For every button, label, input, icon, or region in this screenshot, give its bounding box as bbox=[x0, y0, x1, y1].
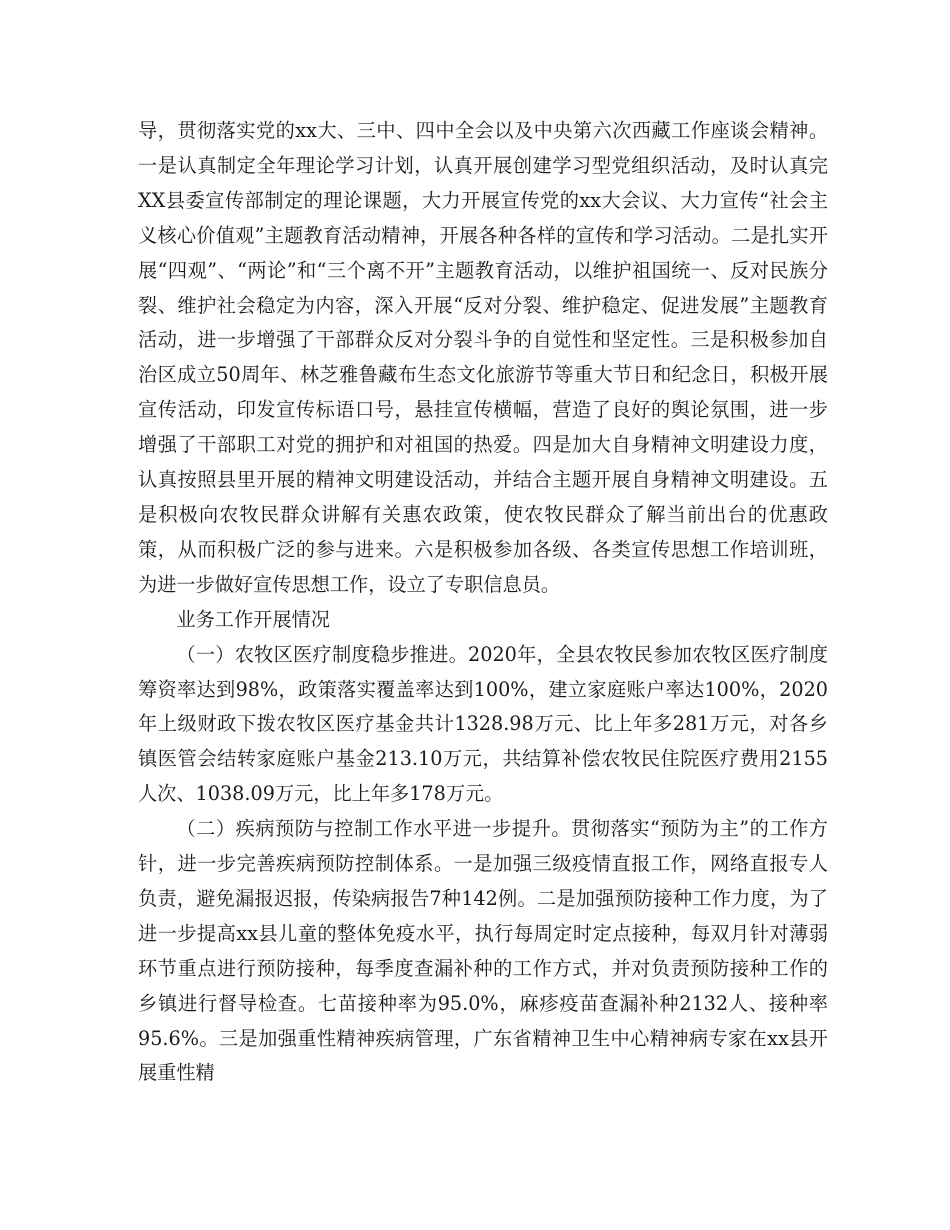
paragraph-disease-prevention: （二）疾病预防与控制工作水平进一步提升。贯彻落实“预防为主”的工作方针，进一步完善疾病预防控制体系。一是加强三级疫情直报工作，网络直报专人负责，避免漏报迟报，传染病报告7种142例。二是加强预防接种工作力度，为了进一步提高xx县儿童的整体免疫水平，执行每周定时定点接种，每双月针对薄弱环节重点进行预防接种，每季度查漏补种的工作方式，并对负责预防接种工作的乡镇进行督导检查。七苗接种率为95.0%，麻疹疫苗查漏补种2132人、接种率95.6%。三是加强重性精神疾病管理，广东省精神卫生中心精神病专家在xx县开展重性精 bbox=[138, 817, 828, 1085]
paragraph-medical-system: （一）农牧区医疗制度稳步推进。2020年，全县农牧民参加农牧区医疗制度筹资率达到98%，政策落实覆盖率达到100%，建立家庭账户率达100%，2020年上级财政下拨农牧区医疗基金共计1328.98万元、比上年多281万元，对各乡镇医管会结转家庭账户基金213.10万元，共结算补偿农牧民住院医疗费用2155人次、1038.09万元，比上年多178万元。 bbox=[138, 642, 828, 806]
section-heading-business-work: 业务工作开展情况 bbox=[176, 607, 330, 631]
paragraph-ideology-work: 导，贯彻落实党的xx大、三中、四中全会以及中央第六次西藏工作座谈会精神。一是认真制定全年理论学习计划，认真开展创建学习型党组织活动，及时认真完XX县委宣传部制定的理论课题，大力开展宣传党的xx大会议、大力宣传“社会主义核心价值观”主题教育活动精神，开展各种各样的宣传和学习活动。二是扎实开展“四观”、“两论”和“三个离不开”主题教育活动，以维护祖国统一、反对民族分裂、维护社会稳定为内容，深入开展“反对分裂、维护稳定、促进发展”主题教育活动，进一步增强了干部群众反对分裂斗争的自觉性和坚定性。三是积极参加自治区成立50周年、林芝雅鲁藏布生态文化旅游节等重大节日和纪念日，积极开展宣传活动，印发宣传标语口号，悬挂宣传横幅，营造了良好的舆论氛围，进一步增强了干部职工对党的拥护和对祖国的热爱。四是加大自身精神文明建设力度，认真按照县里开展的精神文明建设活动，并结合主题开展自身精神文明建设。五是积极向农牧民群众讲解有关惠农政策，使农牧民群众了解当前出台的优惠政策，从而积极广泛的参与进来。六是积极参加各级、各类宣传思想工作培训班，为进一步做好宣传思想工作，设立了专职信息员。 bbox=[138, 119, 828, 596]
document-body bbox=[138, 114, 828, 1091]
